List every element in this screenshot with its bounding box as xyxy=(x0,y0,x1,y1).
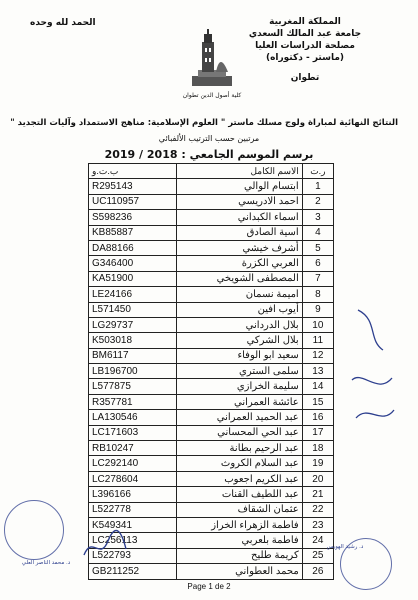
candidate-id: RB10247 xyxy=(89,441,177,456)
candidate-name: عبد الحي المحساني xyxy=(176,425,302,440)
row-number: 4 xyxy=(302,225,333,240)
candidate-id: LE24166 xyxy=(89,287,177,302)
candidate-name: عائشة العمراني xyxy=(176,394,302,409)
row-number: 19 xyxy=(302,456,333,471)
row-number: 21 xyxy=(302,487,333,502)
row-number: 24 xyxy=(302,533,333,548)
candidate-id: LG29737 xyxy=(89,317,177,332)
table-row xyxy=(89,302,334,317)
official-stamp-left xyxy=(4,500,64,560)
table-row xyxy=(89,194,334,209)
row-number: 9 xyxy=(302,302,333,317)
candidate-name: سلمى الستري xyxy=(176,364,302,379)
candidate-id: L571450 xyxy=(89,302,177,317)
candidate-name: كريمة طليح xyxy=(176,548,302,563)
candidate-name: سليمة الخرازي xyxy=(176,379,302,394)
candidate-name: اميمة نسمان xyxy=(176,287,302,302)
candidate-id: KA51900 xyxy=(89,271,177,286)
table-row xyxy=(89,456,334,471)
candidate-id: K503018 xyxy=(89,333,177,348)
table-row xyxy=(89,379,334,394)
table-row xyxy=(89,471,334,486)
row-number: 2 xyxy=(302,194,333,209)
candidate-name: أيوب افين xyxy=(176,302,302,317)
table-row xyxy=(89,487,334,502)
candidate-id: KB85887 xyxy=(89,225,177,240)
candidate-name: عبد اللطيف القنات xyxy=(176,487,302,502)
table-row xyxy=(89,564,334,579)
candidate-id: LA130546 xyxy=(89,410,177,425)
table-row xyxy=(89,425,334,440)
table-row xyxy=(89,179,334,194)
table-row xyxy=(89,210,334,225)
candidate-name: اسماء الكبداني xyxy=(176,210,302,225)
logo-caption: كلية أصول الدين تطوان xyxy=(182,92,242,99)
academic-year: برسم الموسم الجامعي : 2018 / 2019 xyxy=(104,148,314,161)
kingdom-name: المملكة المغربية xyxy=(269,17,341,27)
signature-left-icon xyxy=(80,525,130,565)
table-row xyxy=(89,317,334,332)
candidate-id: LC256113 xyxy=(89,533,177,548)
row-number: 20 xyxy=(302,471,333,486)
candidate-name: فاطمة الزهراء الخراز xyxy=(176,517,302,532)
candidate-id: LB196700 xyxy=(89,364,177,379)
table-row xyxy=(89,333,334,348)
table-row xyxy=(89,394,334,409)
candidate-name: عبد الحميد العمراني xyxy=(176,410,302,425)
column-header-number: ر.ت xyxy=(302,164,333,179)
table-row xyxy=(89,256,334,271)
candidate-name: سعيد ابو الوفاء xyxy=(176,348,302,363)
candidate-name: عبد السلام الكروث xyxy=(176,456,302,471)
candidate-id: S598236 xyxy=(89,210,177,225)
row-number: 13 xyxy=(302,364,333,379)
candidate-name: احمد الادريسي xyxy=(176,194,302,209)
candidate-id: L396166 xyxy=(89,487,177,502)
candidate-name: أشرف خيشي xyxy=(176,240,302,255)
candidate-name: بلال الشركي xyxy=(176,333,302,348)
candidate-name: بلال الدرداني xyxy=(176,317,302,332)
page-footer: Page 1 de 2 xyxy=(187,582,231,591)
row-number: 6 xyxy=(302,256,333,271)
candidate-id: L522793 xyxy=(89,548,177,563)
row-number: 5 xyxy=(302,240,333,255)
candidate-id: BM6117 xyxy=(89,348,177,363)
stamp-left-text: د. محمد الناصر العلي xyxy=(21,560,71,566)
row-number: 1 xyxy=(302,179,333,194)
faculty-logo-icon xyxy=(188,28,236,88)
candidate-name: العربي الكزرة xyxy=(176,256,302,271)
candidate-id: DA88166 xyxy=(89,240,177,255)
candidate-id: R295143 xyxy=(89,179,177,194)
row-number: 25 xyxy=(302,548,333,563)
row-number: 3 xyxy=(302,210,333,225)
candidate-id: LC171603 xyxy=(89,425,177,440)
candidate-name: عثمان الشقاف xyxy=(176,502,302,517)
sorting-note: مرتبين حسب الترتيب الألفبائي xyxy=(158,134,260,143)
candidate-name: فاطمة بلعربي xyxy=(176,533,302,548)
table-row xyxy=(89,502,334,517)
row-number: 8 xyxy=(302,287,333,302)
table-row xyxy=(89,240,334,255)
table-row xyxy=(89,364,334,379)
column-header-id: ب.ت.و xyxy=(89,164,177,179)
candidate-name: اسية الصادق xyxy=(176,225,302,240)
row-number: 12 xyxy=(302,348,333,363)
row-number: 17 xyxy=(302,425,333,440)
row-number: 11 xyxy=(302,333,333,348)
table-row xyxy=(89,410,334,425)
row-number: 22 xyxy=(302,502,333,517)
candidate-name: المصطفى الشويخي xyxy=(176,271,302,286)
candidate-id: UC110957 xyxy=(89,194,177,209)
row-number: 16 xyxy=(302,410,333,425)
city-name: تطوان xyxy=(290,73,320,83)
program-name: (ماستر - دكتوراه) xyxy=(265,53,345,63)
signature-right-icon xyxy=(348,300,398,430)
candidate-name: عبد الكريم اجعوب xyxy=(176,471,302,486)
candidate-id: L577875 xyxy=(89,379,177,394)
stamp-right-text: د. رشيد الهويس xyxy=(326,544,364,550)
candidate-name: عبد الرحيم بطانة xyxy=(176,441,302,456)
candidate-id: R357781 xyxy=(89,394,177,409)
table-header-row xyxy=(89,164,334,179)
row-number: 15 xyxy=(302,394,333,409)
column-header-name: الاسم الكامل xyxy=(176,164,302,179)
row-number: 18 xyxy=(302,441,333,456)
candidates-table xyxy=(88,163,334,580)
candidate-id: L522778 xyxy=(89,502,177,517)
candidate-id: LC278604 xyxy=(89,471,177,486)
university-name: جامعة عبد المالك السعدي xyxy=(248,29,362,39)
table-row xyxy=(89,348,334,363)
table-row xyxy=(89,271,334,286)
row-number: 23 xyxy=(302,517,333,532)
results-title: النتائج النهائية لمباراة ولوج مسلك ماستر " العلوم الإسلامية: مناهج الاستمداد وآليات التجديد " xyxy=(10,118,398,128)
row-number: 14 xyxy=(302,379,333,394)
candidate-name: محمد العطواني xyxy=(176,564,302,579)
candidate-id: G346400 xyxy=(89,256,177,271)
candidate-id: K549341 xyxy=(89,517,177,532)
row-number: 10 xyxy=(302,317,333,332)
candidate-id: GB211252 xyxy=(89,564,177,579)
table-row xyxy=(89,441,334,456)
row-number: 26 xyxy=(302,564,333,579)
hamd-text: الحمد لله وحده xyxy=(30,18,96,28)
row-number: 7 xyxy=(302,271,333,286)
table-row xyxy=(89,225,334,240)
candidate-name: ابتسام الوالي xyxy=(176,179,302,194)
university-header xyxy=(230,16,380,84)
candidate-id: LC292140 xyxy=(89,456,177,471)
department-name: مصلحة الدراسات العليا xyxy=(255,41,355,51)
table-row xyxy=(89,287,334,302)
